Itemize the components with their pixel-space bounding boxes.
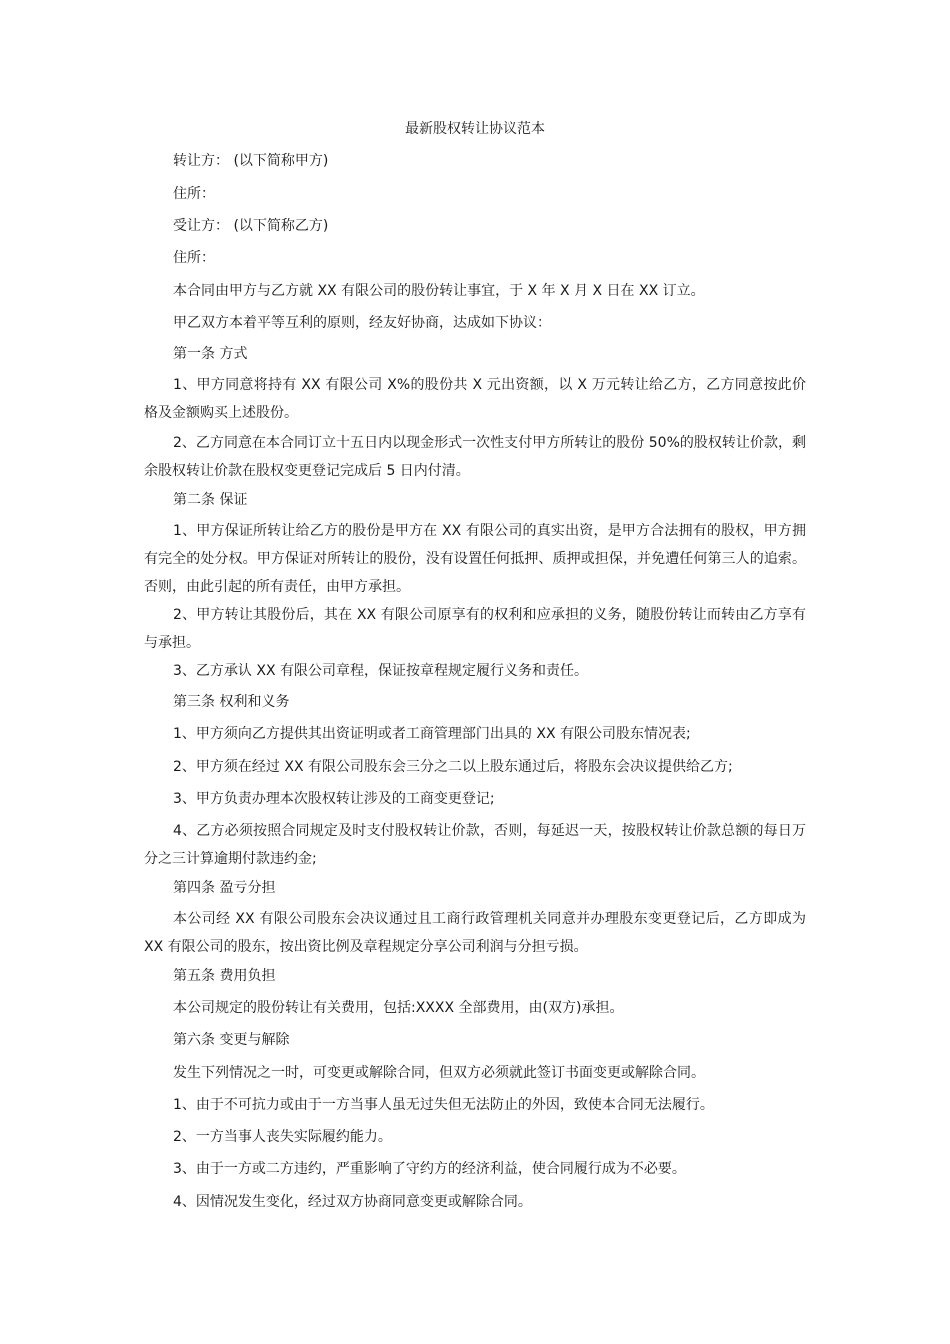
- paragraph-transferee-address: 住所：: [173, 250, 215, 266]
- article-3-clause-3: 3、甲方负责办理本次股权转让涉及的工商变更登记;: [173, 791, 495, 807]
- article-5-heading: 第五条 费用负担: [173, 968, 276, 984]
- article-2-clause-1: 1、甲方保证所转让给乙方的股份是甲方在 XX 有限公司的真实出资，是甲方合法拥有的股权，甲方拥有完全的处分权。甲方保证对所转让的股份，没有设置任何抵押、质押或担保，并免遭任何第三人的追索。否则，由此引起的所有责任，由甲方承担。: [144, 523, 806, 595]
- paragraph-intro: 本合同由甲方与乙方就 XX 有限公司的股份转让事宜，于 X 年 X 月 X 日在 XX 订立。: [173, 283, 705, 299]
- article-1-heading: 第一条 方式: [173, 346, 248, 362]
- article-2-clause-2: 2、甲方转让其股份后，其在 XX 有限公司原享有的权利和应承担的义务，随股份转让而转由乙方享有与承担。: [144, 607, 806, 651]
- article-1-clause-1: 1、甲方同意将持有 XX 有限公司 X%的股份共 X 元出资额，以 X 万元转让给乙方，乙方同意按此价格及金额购买上述股份。: [144, 377, 806, 421]
- article-6-clause-1: 1、由于不可抗力或由于一方当事人虽无过失但无法防止的外因，致使本合同无法履行。: [173, 1097, 714, 1113]
- paragraph-transferor-address: 住所：: [173, 186, 215, 202]
- article-1-clause-2: 2、乙方同意在本合同订立十五日内以现金形式一次性支付甲方所转让的股份 50%的股权转让价款，剩余股权转让价款在股权变更登记完成后 5 日内付清。: [144, 435, 806, 479]
- article-3-clause-1: 1、甲方须向乙方提供其出资证明或者工商管理部门出具的 XX 有限公司股东情况表;: [173, 726, 691, 742]
- article-2-heading: 第二条 保证: [173, 492, 248, 508]
- paragraph-transferor: 转让方： (以下简称甲方): [173, 153, 329, 169]
- paragraph-transferee: 受让方： (以下简称乙方): [173, 218, 329, 234]
- article-6-clause-2: 2、一方当事人丧失实际履约能力。: [173, 1129, 392, 1145]
- article-4-heading: 第四条 盈亏分担: [173, 880, 276, 896]
- article-6-intro: 发生下列情况之一时，可变更或解除合同，但双方必须就此签订书面变更或解除合同。: [173, 1065, 705, 1081]
- document-title: 最新股权转让协议范本: [405, 121, 545, 137]
- article-3-clause-2: 2、甲方须在经过 XX 有限公司股东会三分之二以上股东通过后，将股东会决议提供给乙方;: [173, 759, 733, 775]
- article-5-clause: 本公司规定的股份转让有关费用，包括:XXXX 全部费用，由(双方)承担。: [173, 1000, 624, 1016]
- article-6-heading: 第六条 变更与解除: [173, 1032, 290, 1048]
- article-2-clause-3: 3、乙方承认 XX 有限公司章程，保证按章程规定履行义务和责任。: [173, 663, 588, 679]
- paragraph-agreement: 甲乙双方本着平等互利的原则，经友好协商，达成如下协议：: [173, 315, 551, 331]
- article-3-clause-4: 4、乙方必须按照合同规定及时支付股权转让价款，否则，每延迟一天，按股权转让价款总额的每日万分之三计算逾期付款违约金;: [144, 823, 806, 867]
- article-6-clause-4: 4、因情况发生变化，经过双方协商同意变更或解除合同。: [173, 1194, 532, 1210]
- article-6-clause-3: 3、由于一方或二方违约，严重影响了守约方的经济利益，使合同履行成为不必要。: [173, 1161, 686, 1177]
- article-3-heading: 第三条 权利和义务: [173, 694, 290, 710]
- article-4-clause: 本公司经 XX 有限公司股东会决议通过且工商行政管理机关同意并办理股东变更登记后，乙方即成为 XX 有限公司的股东，按出资比例及章程规定分享公司利润与分担亏损。: [144, 911, 806, 955]
